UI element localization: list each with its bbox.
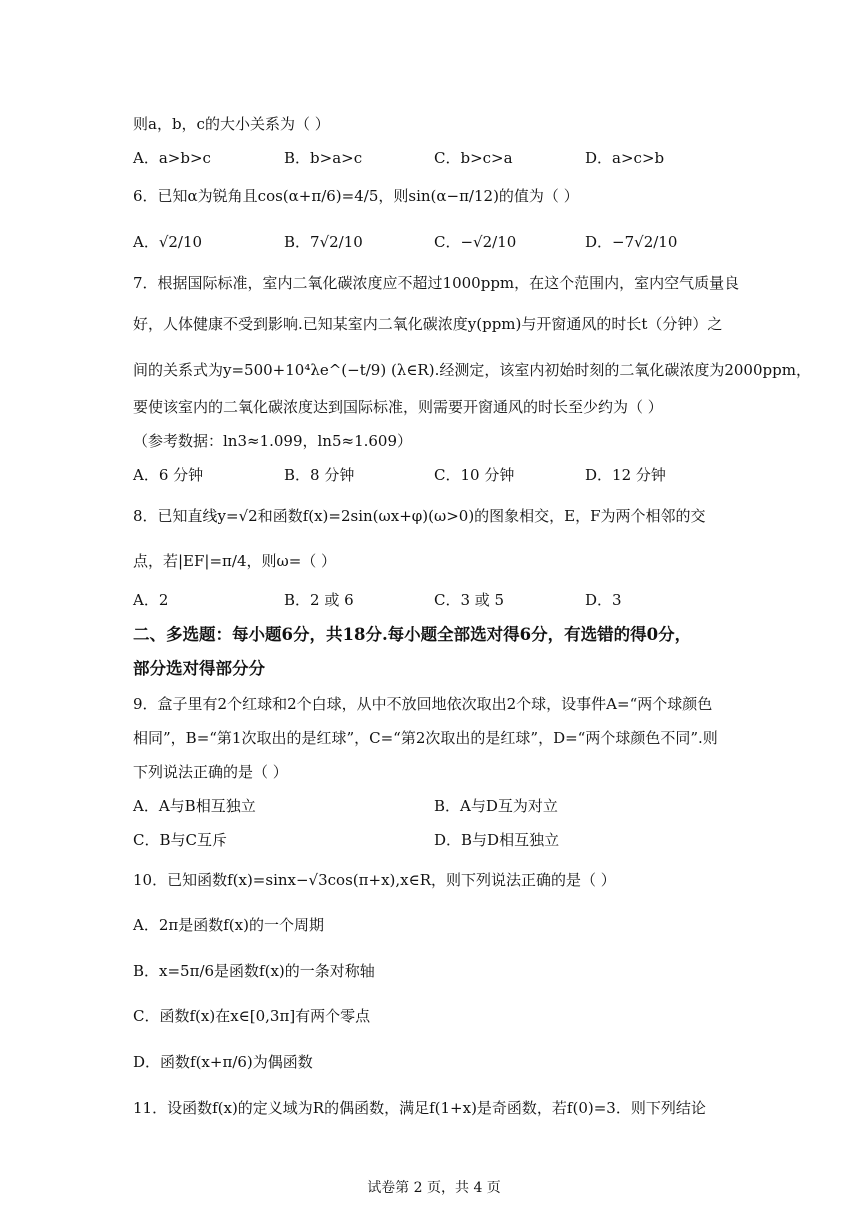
line-q7-4: 要使该室内的二氧化碳浓度达到国际标准，则需要开窗通风的时长至少约为（ ） xyxy=(133,398,663,416)
q6-option-b: B．7√2/10 xyxy=(284,233,363,251)
q9-option-c: C．B与C互斥 xyxy=(133,831,227,849)
q9-option-a: A．A与B相互独立 xyxy=(133,797,256,815)
q10-option-a: A．2π是函数f(x)的一个周期 xyxy=(133,916,324,934)
q7-option-c: C．10 分钟 xyxy=(434,466,515,484)
q9-option-b: B．A与D互为对立 xyxy=(434,797,558,815)
line-q8-1: 8．已知直线y=√2和函数f(x)=2sin(ωx+φ)(ω>0)的图象相交，E，F为两个相邻的交 xyxy=(133,507,706,525)
page-footer: 试卷第 2 页，共 4 页 xyxy=(367,1180,501,1196)
q10-option-b: B．x=5π/6是函数f(x)的一条对称轴 xyxy=(133,962,375,980)
line-q6-stem: 6．已知α为锐角且cos(α+π/6)=4/5，则sin(α−π/12)的值为（ ） xyxy=(133,187,579,205)
line-q7-5: （参考数据：ln3≈1.099，ln5≈1.609） xyxy=(133,432,413,450)
q5-option-c: C．b>c>a xyxy=(434,149,513,167)
line-q7-3: 间的关系式为y=500+10⁴λe^(−t/9) (λ∈R).经测定，该室内初始时刻的二氧化碳浓度为2000ppm， xyxy=(133,361,811,379)
q8-option-a: A．2 xyxy=(133,591,169,609)
q6-option-a: A．√2/10 xyxy=(133,233,203,251)
line-q9-1: 9．盒子里有2个红球和2个白球，从中不放回地依次取出2个球，设事件A=“两个球颜色 xyxy=(133,695,713,713)
line-q5-stem: 则a，b，c的大小关系为（ ） xyxy=(133,115,330,133)
line-q8-2: 点，若|EF|=π/4，则ω=（ ） xyxy=(133,552,337,570)
section-heading-1: 二、多选题：每小题6分，共18分.每小题全部选对得6分，有选错的得0分， xyxy=(133,625,692,644)
q8-option-b: B．2 或 6 xyxy=(284,591,354,609)
line-q7-2: 好，人体健康不受到影响.已知某室内二氧化碳浓度y(ppm)与开窗通风的时长t（分钟）之 xyxy=(133,315,723,333)
q7-option-b: B．8 分钟 xyxy=(284,466,355,484)
line-q9-2: 相同”，B=“第1次取出的是红球”，C=“第2次取出的是红球”，D=“两个球颜色不同”.则 xyxy=(133,729,718,747)
line-q11-stem: 11．设函数f(x)的定义域为R的偶函数，满足f(1+x)是奇函数，若f(0)=3．则下列结论 xyxy=(133,1099,706,1117)
q5-option-a: A．a>b>c xyxy=(133,149,211,167)
q10-option-c: C．函数f(x)在x∈[0,3π]有两个零点 xyxy=(133,1007,371,1025)
q10-option-d: D．函数f(x+π/6)为偶函数 xyxy=(133,1053,313,1071)
line-q9-3: 下列说法正确的是（ ） xyxy=(133,763,288,781)
section-heading-2: 部分选对得部分分 xyxy=(133,659,265,678)
q7-option-d: D．12 分钟 xyxy=(585,466,666,484)
line-q10-stem: 10．已知函数f(x)=sinx−√3cos(π+x),x∈R，则下列说法正确的是（ ） xyxy=(133,871,616,889)
q8-option-d: D．3 xyxy=(585,591,622,609)
q5-option-b: B．b>a>c xyxy=(284,149,363,167)
q5-option-d: D．a>c>b xyxy=(585,149,665,167)
q9-option-d: D．B与D相互独立 xyxy=(434,831,560,849)
q8-option-c: C．3 或 5 xyxy=(434,591,505,609)
q6-option-c: C．−√2/10 xyxy=(434,233,517,251)
q7-option-a: A．6 分钟 xyxy=(133,466,204,484)
q6-option-d: D．−7√2/10 xyxy=(585,233,678,251)
line-q7-1: 7．根据国际标准，室内二氧化碳浓度应不超过1000ppm，在这个范围内，室内空气质量良 xyxy=(133,274,740,292)
